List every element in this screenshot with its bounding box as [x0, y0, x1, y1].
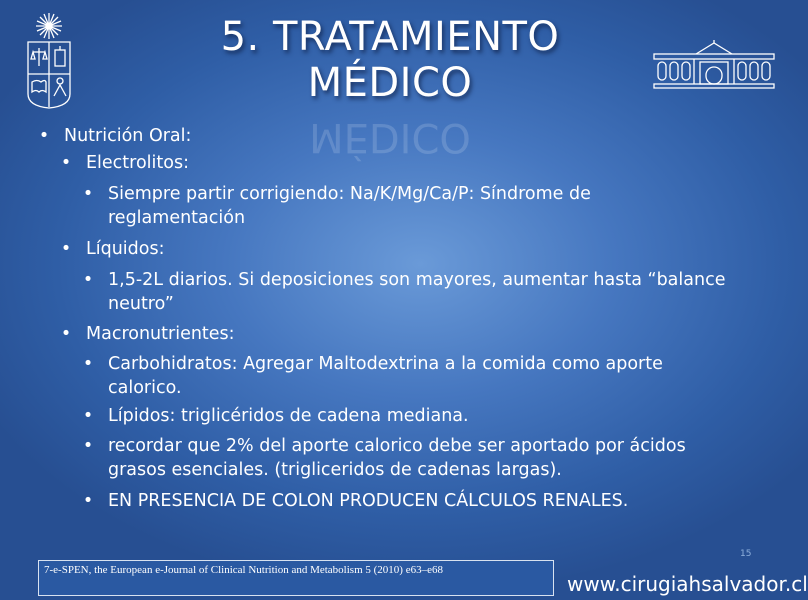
bullet-marker: •	[82, 406, 94, 426]
reference-citation: 7-e-SPEN, the European e-Journal of Clinical Nutrition and Metabolism 5 (2010) e63–e68	[44, 564, 443, 576]
hospital-building-icon	[652, 40, 776, 90]
bullet-marker: •	[82, 436, 94, 456]
slide-title-line-2: MÉDICO	[307, 60, 473, 106]
bullet-item: Carbohidratos: Agregar Maltodextrina a la comida como aporte calorico.	[108, 354, 663, 398]
bullet-marker: •	[60, 153, 72, 173]
slide-title	[180, 14, 600, 106]
slide-title-reflection: MÉDICO	[309, 114, 471, 160]
bullet-marker: •	[82, 184, 94, 204]
bullet-marker: •	[60, 239, 72, 259]
bullet-item: Electrolitos:	[86, 153, 189, 173]
bullet-item: EN PRESENCIA DE COLON PRODUCEN CÁLCULOS RENALES.	[108, 491, 629, 511]
bullet-item: recordar que 2% del aporte calorico debe ser aportado por ácidos grasos esenciales. (trigliceridos de cadenas largas).	[108, 436, 686, 480]
bullet-marker: •	[60, 324, 72, 344]
bullet-item: Líquidos:	[86, 239, 165, 259]
website-url: www.cirugiahsalvador.cl	[567, 572, 808, 596]
bullet-marker: •	[82, 354, 94, 374]
bullet-item: 1,5-2L diarios. Si deposiciones son mayores, aumentar hasta “balance neutro”	[108, 270, 726, 314]
slide-title-line-1: 5. TRATAMIENTO	[220, 14, 560, 60]
bullet-item: Lípidos: triglicéridos de cadena mediana.	[108, 406, 469, 426]
university-crest-icon	[24, 10, 74, 110]
bullet-item: Siempre partir corrigiendo: Na/K/Mg/Ca/P: Síndrome de reglamentación	[108, 184, 591, 228]
bullet-marker: •	[82, 270, 94, 290]
bullet-item: Macronutrientes:	[86, 324, 235, 344]
bullet-marker: •	[82, 491, 94, 511]
bullet-marker: •	[38, 126, 50, 146]
bullet-item: Nutrición Oral:	[64, 126, 192, 146]
slide-number: 15	[740, 549, 752, 559]
